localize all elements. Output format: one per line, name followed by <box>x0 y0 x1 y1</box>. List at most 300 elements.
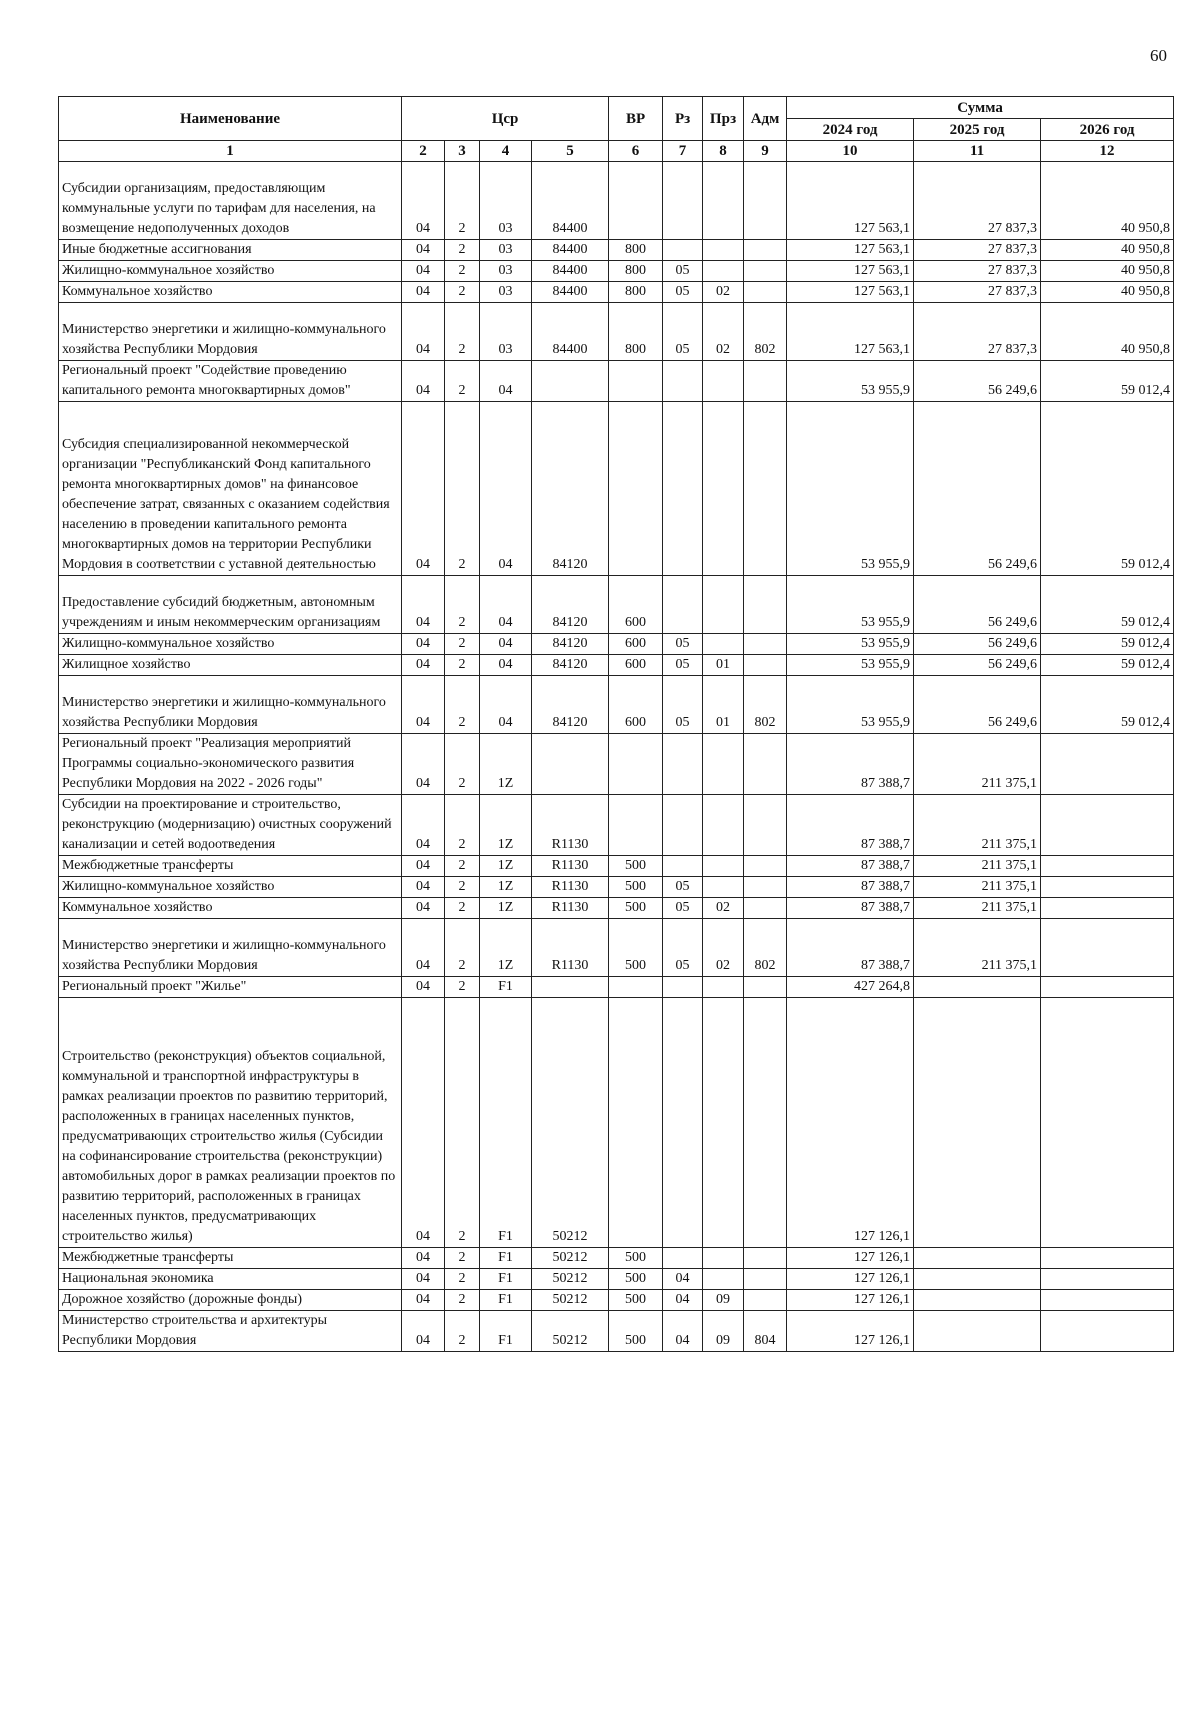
cell-s2024: 127 563,1 <box>787 303 914 361</box>
cell-vr: 500 <box>609 1269 663 1290</box>
cell-adm: 802 <box>744 303 787 361</box>
cell-adm <box>744 634 787 655</box>
cell-s2026: 40 950,8 <box>1041 240 1174 261</box>
cell-adm <box>744 240 787 261</box>
cell-c3: 2 <box>445 303 480 361</box>
table-row <box>59 162 1174 240</box>
cell-c5: 50212 <box>532 998 609 1248</box>
cell-rz: 05 <box>663 919 703 977</box>
table-row <box>59 877 1174 898</box>
cell-c2: 04 <box>402 998 445 1248</box>
cell-c2: 04 <box>402 361 445 402</box>
cell-vr: 500 <box>609 919 663 977</box>
table-row <box>59 919 1174 977</box>
cell-s2025: 56 249,6 <box>914 676 1041 734</box>
cell-adm <box>744 1269 787 1290</box>
cell-s2025 <box>914 1290 1041 1311</box>
cell-c5: 84400 <box>532 282 609 303</box>
cell-prz: 02 <box>703 303 744 361</box>
cell-s2026: 40 950,8 <box>1041 261 1174 282</box>
cell-c3: 2 <box>445 877 480 898</box>
cell-c3: 2 <box>445 795 480 856</box>
header-sum: Сумма <box>787 97 1174 119</box>
cell-c2: 04 <box>402 634 445 655</box>
cell-adm: 802 <box>744 676 787 734</box>
cell-c3: 2 <box>445 402 480 576</box>
cell-prz <box>703 576 744 634</box>
cell-c2: 04 <box>402 676 445 734</box>
cell-c3: 2 <box>445 998 480 1248</box>
cell-c3: 2 <box>445 1290 480 1311</box>
row-name: Предоставление субсидий бюджетным, автономным учреждениям и иным некоммерческим организациям <box>59 576 402 634</box>
column-number: 6 <box>609 141 663 162</box>
cell-vr: 500 <box>609 1290 663 1311</box>
cell-c3: 2 <box>445 576 480 634</box>
cell-c5: 84400 <box>532 162 609 240</box>
table-row <box>59 1269 1174 1290</box>
cell-c3: 2 <box>445 240 480 261</box>
table-row <box>59 303 1174 361</box>
cell-c5: 84400 <box>532 261 609 282</box>
cell-rz: 05 <box>663 261 703 282</box>
row-name: Иные бюджетные ассигнования <box>59 240 402 261</box>
row-name: Субсидия специализированной некоммерческой организации "Республиканский Фонд капитального ремонта многоквартирных домов" на финансовое обеспечение затрат, связанных с оказанием содействия населению в проведении капитального ремонта многоквартирных домов на территории Республики Мордовия в соответствии с уставной деятельностью <box>59 402 402 576</box>
cell-adm <box>744 282 787 303</box>
cell-vr <box>609 734 663 795</box>
cell-c2: 04 <box>402 655 445 676</box>
cell-s2026: 40 950,8 <box>1041 162 1174 240</box>
cell-adm <box>744 361 787 402</box>
column-number: 3 <box>445 141 480 162</box>
cell-vr: 800 <box>609 261 663 282</box>
table-row <box>59 576 1174 634</box>
cell-s2026 <box>1041 877 1174 898</box>
cell-prz <box>703 361 744 402</box>
table-row <box>59 634 1174 655</box>
row-name: Национальная экономика <box>59 1269 402 1290</box>
cell-rz <box>663 795 703 856</box>
row-name: Коммунальное хозяйство <box>59 898 402 919</box>
cell-s2024: 53 955,9 <box>787 676 914 734</box>
cell-vr: 500 <box>609 1311 663 1352</box>
cell-s2026 <box>1041 1311 1174 1352</box>
row-name: Министерство энергетики и жилищно-коммунального хозяйства Республики Мордовия <box>59 919 402 977</box>
cell-rz <box>663 361 703 402</box>
cell-vr: 500 <box>609 877 663 898</box>
cell-rz: 04 <box>663 1311 703 1352</box>
cell-c2: 04 <box>402 261 445 282</box>
cell-s2025: 56 249,6 <box>914 361 1041 402</box>
cell-rz <box>663 734 703 795</box>
cell-s2025: 56 249,6 <box>914 576 1041 634</box>
cell-s2024: 427 264,8 <box>787 977 914 998</box>
cell-adm <box>744 576 787 634</box>
cell-prz: 02 <box>703 898 744 919</box>
cell-s2026 <box>1041 977 1174 998</box>
cell-s2024: 127 126,1 <box>787 998 914 1248</box>
row-name: Жилищно-коммунальное хозяйство <box>59 634 402 655</box>
cell-prz <box>703 634 744 655</box>
cell-adm <box>744 977 787 998</box>
page-number: 60 <box>1150 46 1167 65</box>
cell-vr: 800 <box>609 303 663 361</box>
cell-s2025 <box>914 998 1041 1248</box>
cell-c3: 2 <box>445 898 480 919</box>
cell-c3: 2 <box>445 655 480 676</box>
cell-vr: 800 <box>609 240 663 261</box>
cell-rz <box>663 856 703 877</box>
cell-c4: F1 <box>480 998 532 1248</box>
cell-s2026: 40 950,8 <box>1041 282 1174 303</box>
cell-c4: 1Z <box>480 734 532 795</box>
cell-c4: F1 <box>480 1290 532 1311</box>
cell-s2026 <box>1041 795 1174 856</box>
cell-c5: 84120 <box>532 402 609 576</box>
cell-c3: 2 <box>445 919 480 977</box>
cell-s2026: 59 012,4 <box>1041 655 1174 676</box>
cell-c2: 04 <box>402 576 445 634</box>
cell-adm <box>744 877 787 898</box>
column-number-row <box>59 141 1174 162</box>
column-number: 12 <box>1041 141 1174 162</box>
cell-c2: 04 <box>402 1269 445 1290</box>
table-row <box>59 1290 1174 1311</box>
cell-s2025 <box>914 1311 1041 1352</box>
cell-s2024: 87 388,7 <box>787 919 914 977</box>
table-row <box>59 261 1174 282</box>
cell-c3: 2 <box>445 1269 480 1290</box>
table-row <box>59 655 1174 676</box>
header-year-2025: 2025 год <box>914 119 1041 141</box>
cell-adm: 802 <box>744 919 787 977</box>
cell-prz: 02 <box>703 282 744 303</box>
cell-c2: 04 <box>402 402 445 576</box>
cell-adm <box>744 1290 787 1311</box>
cell-adm <box>744 1248 787 1269</box>
cell-rz: 05 <box>663 303 703 361</box>
row-name: Жилищно-коммунальное хозяйство <box>59 261 402 282</box>
cell-rz <box>663 977 703 998</box>
row-name: Жилищное хозяйство <box>59 655 402 676</box>
column-number: 10 <box>787 141 914 162</box>
cell-c3: 2 <box>445 1248 480 1269</box>
cell-s2024: 127 563,1 <box>787 162 914 240</box>
cell-c4: 03 <box>480 162 532 240</box>
cell-prz <box>703 877 744 898</box>
cell-c2: 04 <box>402 1290 445 1311</box>
table-row <box>59 676 1174 734</box>
cell-vr: 800 <box>609 282 663 303</box>
cell-c5: 50212 <box>532 1248 609 1269</box>
cell-vr <box>609 361 663 402</box>
row-name: Региональный проект "Содействие проведению капитального ремонта многоквартирных домов" <box>59 361 402 402</box>
cell-c2: 04 <box>402 240 445 261</box>
cell-rz <box>663 240 703 261</box>
cell-c3: 2 <box>445 1311 480 1352</box>
cell-prz <box>703 795 744 856</box>
row-name: Жилищно-коммунальное хозяйство <box>59 877 402 898</box>
cell-s2025: 56 249,6 <box>914 402 1041 576</box>
cell-c2: 04 <box>402 162 445 240</box>
column-number: 7 <box>663 141 703 162</box>
column-number: 8 <box>703 141 744 162</box>
cell-s2024: 87 388,7 <box>787 898 914 919</box>
cell-c5: 84120 <box>532 676 609 734</box>
cell-s2026: 59 012,4 <box>1041 634 1174 655</box>
cell-rz <box>663 1248 703 1269</box>
cell-c3: 2 <box>445 162 480 240</box>
cell-prz <box>703 856 744 877</box>
cell-s2025: 27 837,3 <box>914 282 1041 303</box>
table-row <box>59 856 1174 877</box>
cell-vr: 600 <box>609 576 663 634</box>
cell-c3: 2 <box>445 282 480 303</box>
cell-c5: R1130 <box>532 919 609 977</box>
cell-c5: 84120 <box>532 576 609 634</box>
table-row <box>59 402 1174 576</box>
cell-c5: R1130 <box>532 795 609 856</box>
cell-c3: 2 <box>445 361 480 402</box>
row-name: Министерство энергетики и жилищно-коммунального хозяйства Республики Мордовия <box>59 676 402 734</box>
cell-s2024: 127 563,1 <box>787 282 914 303</box>
cell-c4: F1 <box>480 1248 532 1269</box>
cell-c4: 1Z <box>480 919 532 977</box>
row-name: Региональный проект "Реализация мероприятий Программы социально-экономического развития Республики Мордовия на 2022 - 2026 годы" <box>59 734 402 795</box>
cell-adm <box>744 856 787 877</box>
cell-s2025 <box>914 977 1041 998</box>
cell-s2025: 27 837,3 <box>914 261 1041 282</box>
cell-c4: 03 <box>480 303 532 361</box>
cell-s2024: 87 388,7 <box>787 795 914 856</box>
cell-s2025: 211 375,1 <box>914 898 1041 919</box>
cell-c5: 84400 <box>532 303 609 361</box>
cell-adm <box>744 795 787 856</box>
row-name: Министерство строительства и архитектуры Республики Мордовия <box>59 1311 402 1352</box>
cell-c5: 84400 <box>532 240 609 261</box>
cell-s2025: 56 249,6 <box>914 634 1041 655</box>
cell-c2: 04 <box>402 877 445 898</box>
cell-rz <box>663 576 703 634</box>
cell-rz: 05 <box>663 877 703 898</box>
cell-c2: 04 <box>402 1311 445 1352</box>
cell-c2: 04 <box>402 282 445 303</box>
cell-adm <box>744 998 787 1248</box>
row-name: Коммунальное хозяйство <box>59 282 402 303</box>
cell-c2: 04 <box>402 977 445 998</box>
header-rz: Рз <box>663 97 703 141</box>
cell-c4: 1Z <box>480 856 532 877</box>
cell-rz: 04 <box>663 1290 703 1311</box>
table-row <box>59 1311 1174 1352</box>
cell-adm <box>744 734 787 795</box>
cell-s2026: 59 012,4 <box>1041 676 1174 734</box>
cell-c4: 04 <box>480 676 532 734</box>
row-name: Региональный проект "Жилье" <box>59 977 402 998</box>
cell-c4: 04 <box>480 361 532 402</box>
cell-s2025: 211 375,1 <box>914 734 1041 795</box>
cell-s2026 <box>1041 898 1174 919</box>
cell-adm <box>744 655 787 676</box>
cell-c4: 1Z <box>480 898 532 919</box>
cell-s2024: 127 126,1 <box>787 1269 914 1290</box>
cell-vr: 600 <box>609 634 663 655</box>
table-row <box>59 795 1174 856</box>
cell-s2025: 211 375,1 <box>914 795 1041 856</box>
cell-c4: F1 <box>480 1269 532 1290</box>
cell-s2024: 53 955,9 <box>787 402 914 576</box>
cell-s2025: 211 375,1 <box>914 919 1041 977</box>
header-year-2024: 2024 год <box>787 119 914 141</box>
cell-vr: 600 <box>609 655 663 676</box>
cell-prz <box>703 977 744 998</box>
cell-prz: 02 <box>703 919 744 977</box>
cell-vr: 600 <box>609 676 663 734</box>
cell-s2024: 127 563,1 <box>787 261 914 282</box>
cell-c2: 04 <box>402 898 445 919</box>
cell-c5: 84120 <box>532 655 609 676</box>
cell-c4: 04 <box>480 576 532 634</box>
cell-s2025: 27 837,3 <box>914 240 1041 261</box>
cell-c3: 2 <box>445 856 480 877</box>
table-row <box>59 361 1174 402</box>
cell-s2024: 127 126,1 <box>787 1248 914 1269</box>
cell-adm <box>744 261 787 282</box>
cell-c5 <box>532 734 609 795</box>
cell-s2024: 53 955,9 <box>787 576 914 634</box>
cell-vr <box>609 977 663 998</box>
cell-c2: 04 <box>402 856 445 877</box>
table-row <box>59 282 1174 303</box>
header-prz: Прз <box>703 97 744 141</box>
cell-prz <box>703 240 744 261</box>
cell-rz <box>663 162 703 240</box>
cell-c4: F1 <box>480 1311 532 1352</box>
cell-adm <box>744 402 787 576</box>
cell-prz <box>703 734 744 795</box>
cell-c2: 04 <box>402 795 445 856</box>
cell-rz: 05 <box>663 898 703 919</box>
cell-vr: 500 <box>609 856 663 877</box>
column-number: 11 <box>914 141 1041 162</box>
cell-c3: 2 <box>445 261 480 282</box>
cell-prz: 01 <box>703 655 744 676</box>
cell-c5: R1130 <box>532 877 609 898</box>
cell-prz <box>703 1269 744 1290</box>
cell-s2026 <box>1041 1269 1174 1290</box>
row-name: Межбюджетные трансферты <box>59 856 402 877</box>
cell-s2025 <box>914 1269 1041 1290</box>
cell-s2025: 211 375,1 <box>914 856 1041 877</box>
cell-s2026: 59 012,4 <box>1041 576 1174 634</box>
cell-s2024: 87 388,7 <box>787 877 914 898</box>
row-name: Межбюджетные трансферты <box>59 1248 402 1269</box>
cell-c4: 1Z <box>480 795 532 856</box>
cell-s2025 <box>914 1248 1041 1269</box>
cell-s2026: 59 012,4 <box>1041 402 1174 576</box>
cell-prz <box>703 162 744 240</box>
table-row <box>59 898 1174 919</box>
cell-rz: 05 <box>663 676 703 734</box>
row-name: Дорожное хозяйство (дорожные фонды) <box>59 1290 402 1311</box>
cell-c5: 84120 <box>532 634 609 655</box>
cell-adm <box>744 162 787 240</box>
cell-s2025: 27 837,3 <box>914 303 1041 361</box>
column-number: 2 <box>402 141 445 162</box>
cell-rz: 05 <box>663 634 703 655</box>
cell-c3: 2 <box>445 977 480 998</box>
cell-rz: 04 <box>663 1269 703 1290</box>
cell-s2024: 53 955,9 <box>787 361 914 402</box>
cell-s2026: 59 012,4 <box>1041 361 1174 402</box>
cell-adm: 804 <box>744 1311 787 1352</box>
cell-vr: 500 <box>609 1248 663 1269</box>
cell-vr <box>609 998 663 1248</box>
column-number: 9 <box>744 141 787 162</box>
cell-c2: 04 <box>402 303 445 361</box>
cell-adm <box>744 898 787 919</box>
cell-prz <box>703 402 744 576</box>
column-number: 1 <box>59 141 402 162</box>
cell-s2026: 40 950,8 <box>1041 303 1174 361</box>
cell-s2026 <box>1041 734 1174 795</box>
cell-s2026 <box>1041 856 1174 877</box>
header-name: Наименование <box>59 97 402 141</box>
cell-vr <box>609 162 663 240</box>
cell-c5 <box>532 361 609 402</box>
cell-c4: 04 <box>480 655 532 676</box>
cell-rz: 05 <box>663 655 703 676</box>
cell-c2: 04 <box>402 919 445 977</box>
column-number: 5 <box>532 141 609 162</box>
cell-s2026 <box>1041 1290 1174 1311</box>
cell-s2024: 53 955,9 <box>787 634 914 655</box>
cell-s2024: 127 563,1 <box>787 240 914 261</box>
cell-rz <box>663 402 703 576</box>
cell-prz <box>703 261 744 282</box>
cell-s2024: 87 388,7 <box>787 734 914 795</box>
cell-s2026 <box>1041 919 1174 977</box>
cell-rz: 05 <box>663 282 703 303</box>
header-adm: Адм <box>744 97 787 141</box>
cell-s2024: 87 388,7 <box>787 856 914 877</box>
table-row <box>59 998 1174 1248</box>
cell-prz: 09 <box>703 1290 744 1311</box>
cell-s2025: 56 249,6 <box>914 655 1041 676</box>
table-row <box>59 734 1174 795</box>
cell-c5: R1130 <box>532 856 609 877</box>
cell-s2026 <box>1041 998 1174 1248</box>
cell-c2: 04 <box>402 1248 445 1269</box>
header-csr: Цср <box>402 97 609 141</box>
cell-vr <box>609 795 663 856</box>
cell-prz: 09 <box>703 1311 744 1352</box>
table-row <box>59 240 1174 261</box>
cell-c5: R1130 <box>532 898 609 919</box>
row-name: Строительство (реконструкция) объектов социальной, коммунальной и транспортной инфраструктуры в рамках реализации проектов по развитию территорий, расположенных в границах населенных пунктов, предусматривающих строительство жилья (Субсидии на софинансирование строительства (реконструкции) автомобильных дорог в рамках реализации проектов по развитию территорий, расположенных в границах населенных пунктов, предусматривающих строительство жилья) <box>59 998 402 1248</box>
cell-c2: 04 <box>402 734 445 795</box>
cell-s2024: 127 126,1 <box>787 1311 914 1352</box>
row-name: Министерство энергетики и жилищно-коммунального хозяйства Республики Мордовия <box>59 303 402 361</box>
row-name: Субсидии на проектирование и строительство, реконструкцию (модернизацию) очистных сооружений канализации и сетей водоотведения <box>59 795 402 856</box>
cell-c3: 2 <box>445 734 480 795</box>
cell-c3: 2 <box>445 634 480 655</box>
cell-c5: 50212 <box>532 1290 609 1311</box>
cell-c4: 04 <box>480 402 532 576</box>
cell-s2024: 53 955,9 <box>787 655 914 676</box>
cell-s2025: 211 375,1 <box>914 877 1041 898</box>
cell-vr <box>609 402 663 576</box>
cell-c4: 04 <box>480 634 532 655</box>
